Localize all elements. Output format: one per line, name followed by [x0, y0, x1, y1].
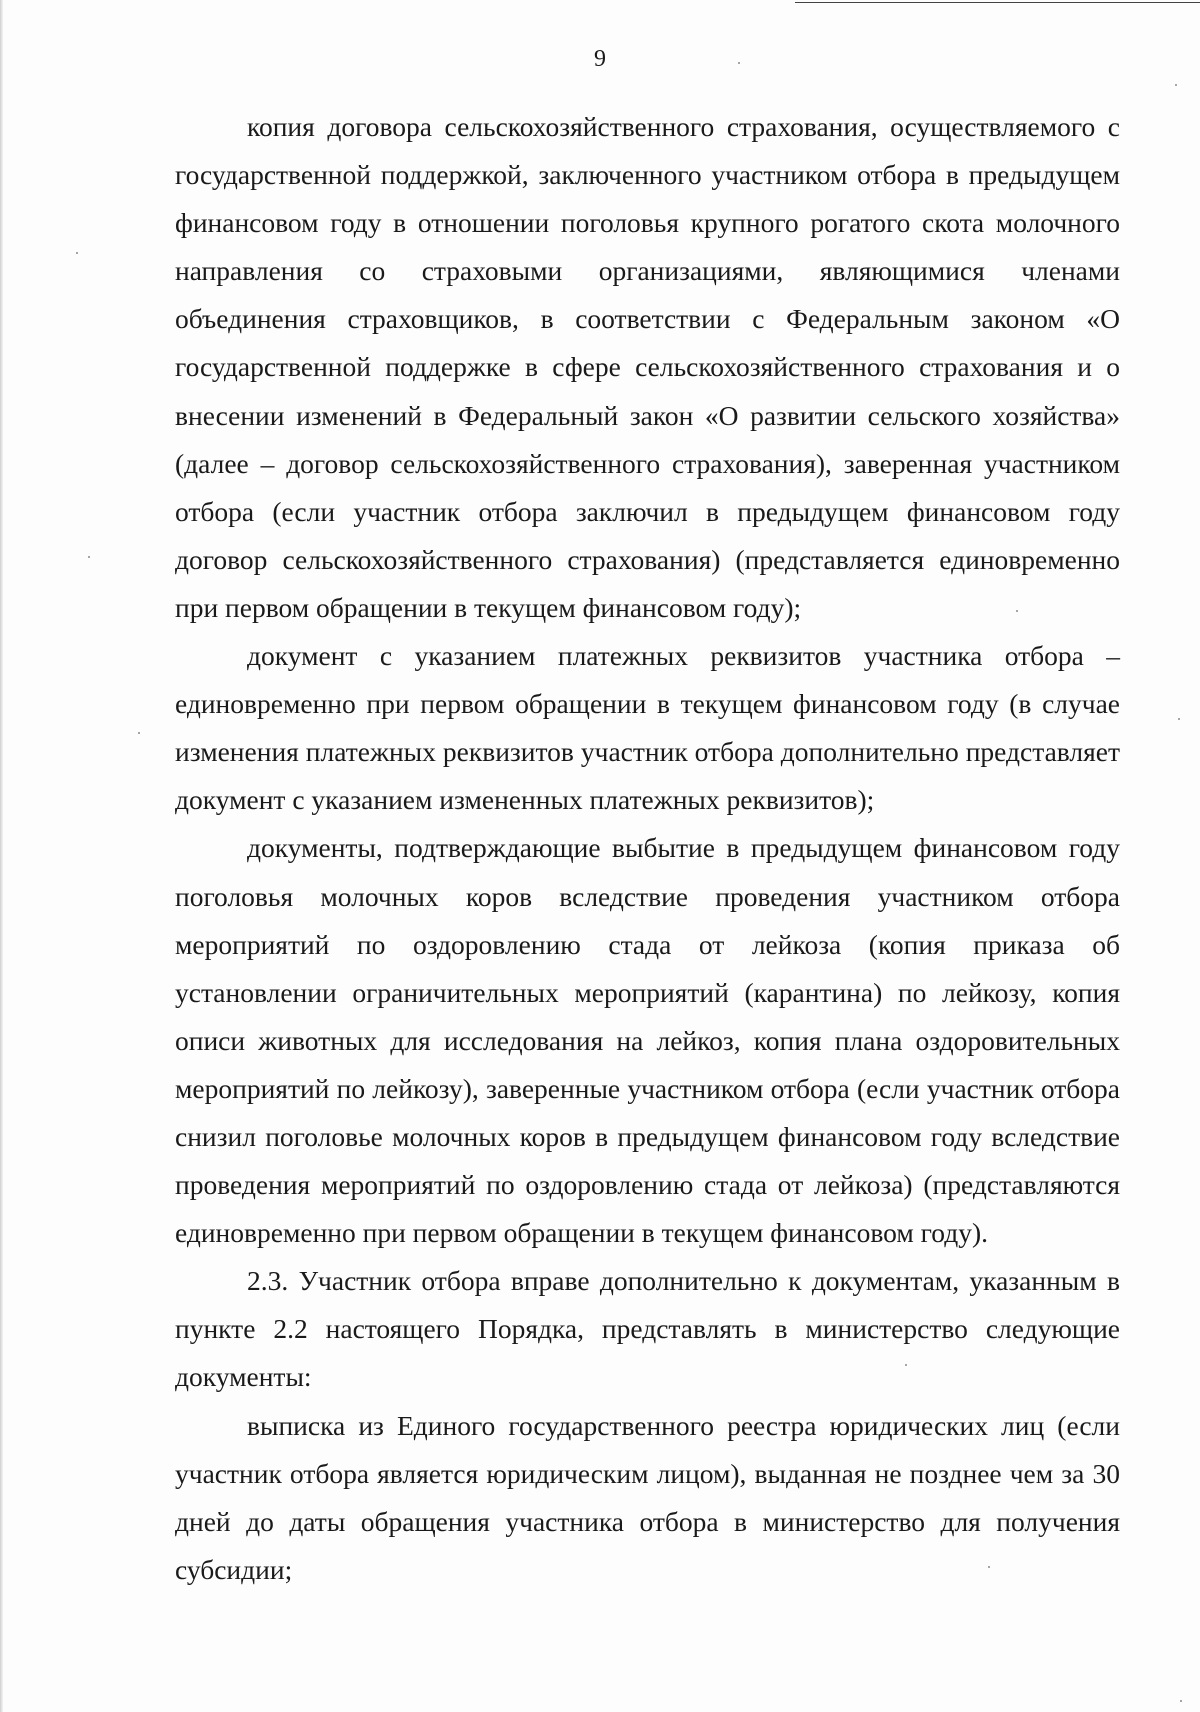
document-body	[175, 103, 1120, 1594]
top-rule-line	[795, 2, 1200, 3]
scan-speck	[76, 252, 78, 254]
scan-speck	[1175, 84, 1177, 86]
scan-speck	[138, 732, 140, 734]
paragraph-leukosis-documents: документы, подтверждающие выбытие в предыдущем финансовом году поголовья молочных коров вследствие проведения участником отбора мероприятий по оздоровлению стада от лейкоза (копия приказа об установлении ограничительных мероприятий (карантина) по лейкозу, копия описи животных для исследования на лейкоз, копия плана оздоровительных мероприятий по лейкозу), заверенные участником отбора (если участник отбора снизил поголовье молочных коров в предыдущем финансовом году вследствие проведения мероприятий по оздоровлению стада от лейкоза) (представляются единовременно при первом обращении в текущем финансовом году).	[175, 832, 1120, 1249]
scan-left-edge	[0, 0, 3, 1712]
scan-speck	[88, 556, 90, 558]
scan-speck	[1180, 1700, 1182, 1702]
paragraph-egrul-extract: выписка из Единого государственного реестра юридических лиц (если участник отбора является юридическим лицом), выданная не позднее чем за 30 дней до даты обращения участника отбора в министерство для получения субсидии;	[175, 1409, 1120, 1585]
scan-speck	[1178, 718, 1180, 720]
paragraph-insurance-contract: копия договора сельскохозяйственного страхования, осуществляемого с государственной поддержкой, заключенного участником отбора в предыдущем финансовом году в отношении поголовья крупного рогатого скота молочного направления со страховыми организациями, являющимися членами объединения страховщиков, в соответствии с Федеральным законом «О государственной поддержке в сфере сельскохозяйственного страхования и о внесении изменений в Федеральный закон «О развитии сельского хозяйства» (далее – договор сельскохозяйственного страхования), заверенная участником отбора (если участник отбора заключил в предыдущем финансовом году договор сельскохозяйственного страхования) (представляется единовременно при первом обращении в текущем финансовом году);	[175, 111, 1120, 623]
paragraph-section-2-3: 2.3. Участник отбора вправе дополнительно к документам, указанным в пункте 2.2 настоящего Порядка, представлять в министерство следующие документы:	[175, 1265, 1120, 1393]
paragraph-payment-details: документ с указанием платежных реквизитов участника отбора – единовременно при первом обращении в текущем финансовом году (в случае изменения платежных реквизитов участник отбора дополнительно представляет документ с указанием измененных платежных реквизитов);	[175, 640, 1120, 816]
page-number: 9	[594, 46, 606, 72]
